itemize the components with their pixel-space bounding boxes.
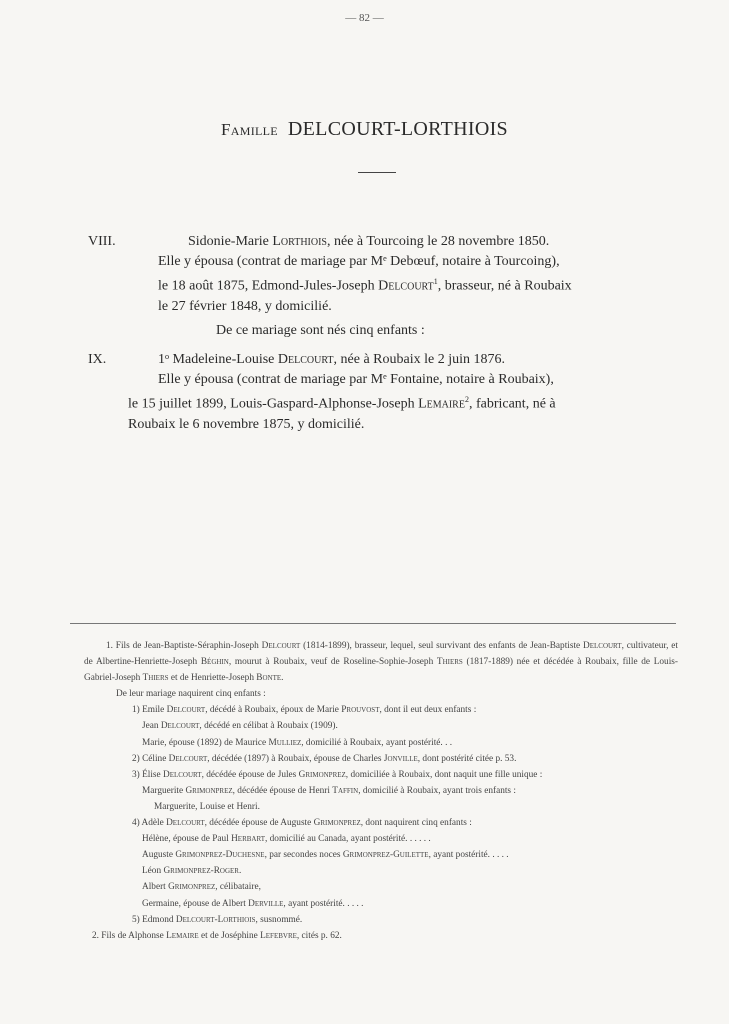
- footnote-line: 2) Céline Delcourt, décédée (1897) à Roubaix, épouse de Charles Jonville, dont postérité citée p. 53.: [132, 753, 517, 764]
- footnote-line: 4) Adèle Delcourt, décédée épouse de Auguste Grimonprez, dont naquirent cinq enfants :: [132, 818, 472, 829]
- footnote-line: Marguerite, Louise et Henri.: [154, 801, 260, 812]
- title-divider: [358, 172, 396, 173]
- footnote-line: Léon Grimonprez-Roger.: [142, 866, 242, 877]
- footnote-line: Hélène, épouse de Paul Herbart, domicilié au Canada, ayant postérité. . . . . .: [142, 834, 431, 845]
- footnote-line: Marie, épouse (1892) de Maurice Mulliez, domicilié à Roubaix, ayant postérité. . .: [142, 737, 453, 748]
- entry-line: le 15 juillet 1899, Louis-Gaspard-Alphonse-Joseph Lemaire$^2$, fabricant, né à: [128, 395, 556, 412]
- footnote-2: 2. Fils de Alphonse Lemaire et de Joséphine Lefebvre, cités p. 62.: [92, 930, 342, 941]
- footnote-line: Jean Delcourt, décédé en célibat à Roubaix (1909).: [142, 721, 338, 732]
- footnote-line: 1) Emile Delcourt, décédé à Roubaix, époux de Marie Prouvost, dont il eut deux enfants :: [132, 705, 477, 716]
- footnote-separator: [70, 623, 676, 624]
- entry-line: Sidonie-Marie Lorthiois, née à Tourcoing le 28 novembre 1850.: [188, 234, 550, 249]
- footnote-line: 3) Élise Delcourt, décédée épouse de Jules Grimonprez, domiciliée à Roubaix, dont naquit une fille unique :: [132, 769, 543, 780]
- footnote-line: 5) Edmond Delcourt-Lorthiois, susnommé.: [132, 914, 303, 925]
- entry-line: Elle y épousa (contrat de mariage par Mᵉ Fontaine, notaire à Roubaix),: [158, 372, 554, 387]
- footnote-line: Auguste Grimonprez-Duchesne, par secondes noces Grimonprez-Guilette, ayant postérité. . . . .: [142, 850, 509, 861]
- footnote-line: Germaine, épouse de Albert Derville, ayant postérité. . . . .: [142, 898, 364, 909]
- entry-line: le 27 février 1848, y domicilié.: [158, 298, 332, 314]
- entry-viii: [88, 232, 678, 341]
- entry-line: De ce mariage sont nés cinq enfants :: [216, 322, 425, 338]
- page-title: [0, 118, 729, 141]
- entry-line: 1ᵒ Madeleine-Louise Delcourt, née à Roubaix le 2 juin 1876.: [158, 352, 505, 367]
- footnote-line: Marguerite Grimonprez, décédée épouse de Henri Taffin, domicilié à Roubaix, ayant trois enfants :: [142, 785, 516, 796]
- entry-line: Elle y épousa (contrat de mariage par Mᵉ Debœuf, notaire à Tourcoing),: [158, 254, 560, 269]
- page-number: — 82 —: [345, 12, 384, 24]
- generation-numeral: VIII.: [88, 234, 116, 249]
- entry-ix: [88, 350, 678, 435]
- footnote-line: De leur mariage naquirent cinq enfants :: [116, 689, 266, 700]
- title-name: DELCOURT-LORTHIOIS: [287, 118, 508, 140]
- footnotes: [84, 638, 678, 944]
- footnote-line: Albert Grimonprez, célibataire,: [142, 882, 261, 893]
- title-prefix: Famille: [221, 120, 278, 139]
- entry-line: Roubaix le 6 novembre 1875, y domicilié.: [128, 416, 365, 432]
- footnote-1: 1. Fils de Jean-Baptiste-Séraphin-Joseph Delcourt (1814-1899), brasseur, lequel, seul survivant des enfants de Jean-Baptiste Delcourt, cultivateur, et de Albertine-Henriette-Joseph Béghin, mourut à Roubaix, veuf de Roseline-Sophie-Joseph Thiers (1817-1889) née et décédée à Roubaix, fille de Louis-Gabriel-Joseph Thiers et de Henriette-Joseph Bonte.: [84, 641, 678, 684]
- entry-line: le 18 août 1875, Edmond-Jules-Joseph Delcourt$^1$, brasseur, né à Roubaix: [158, 277, 572, 294]
- generation-numeral: IX.: [88, 352, 107, 367]
